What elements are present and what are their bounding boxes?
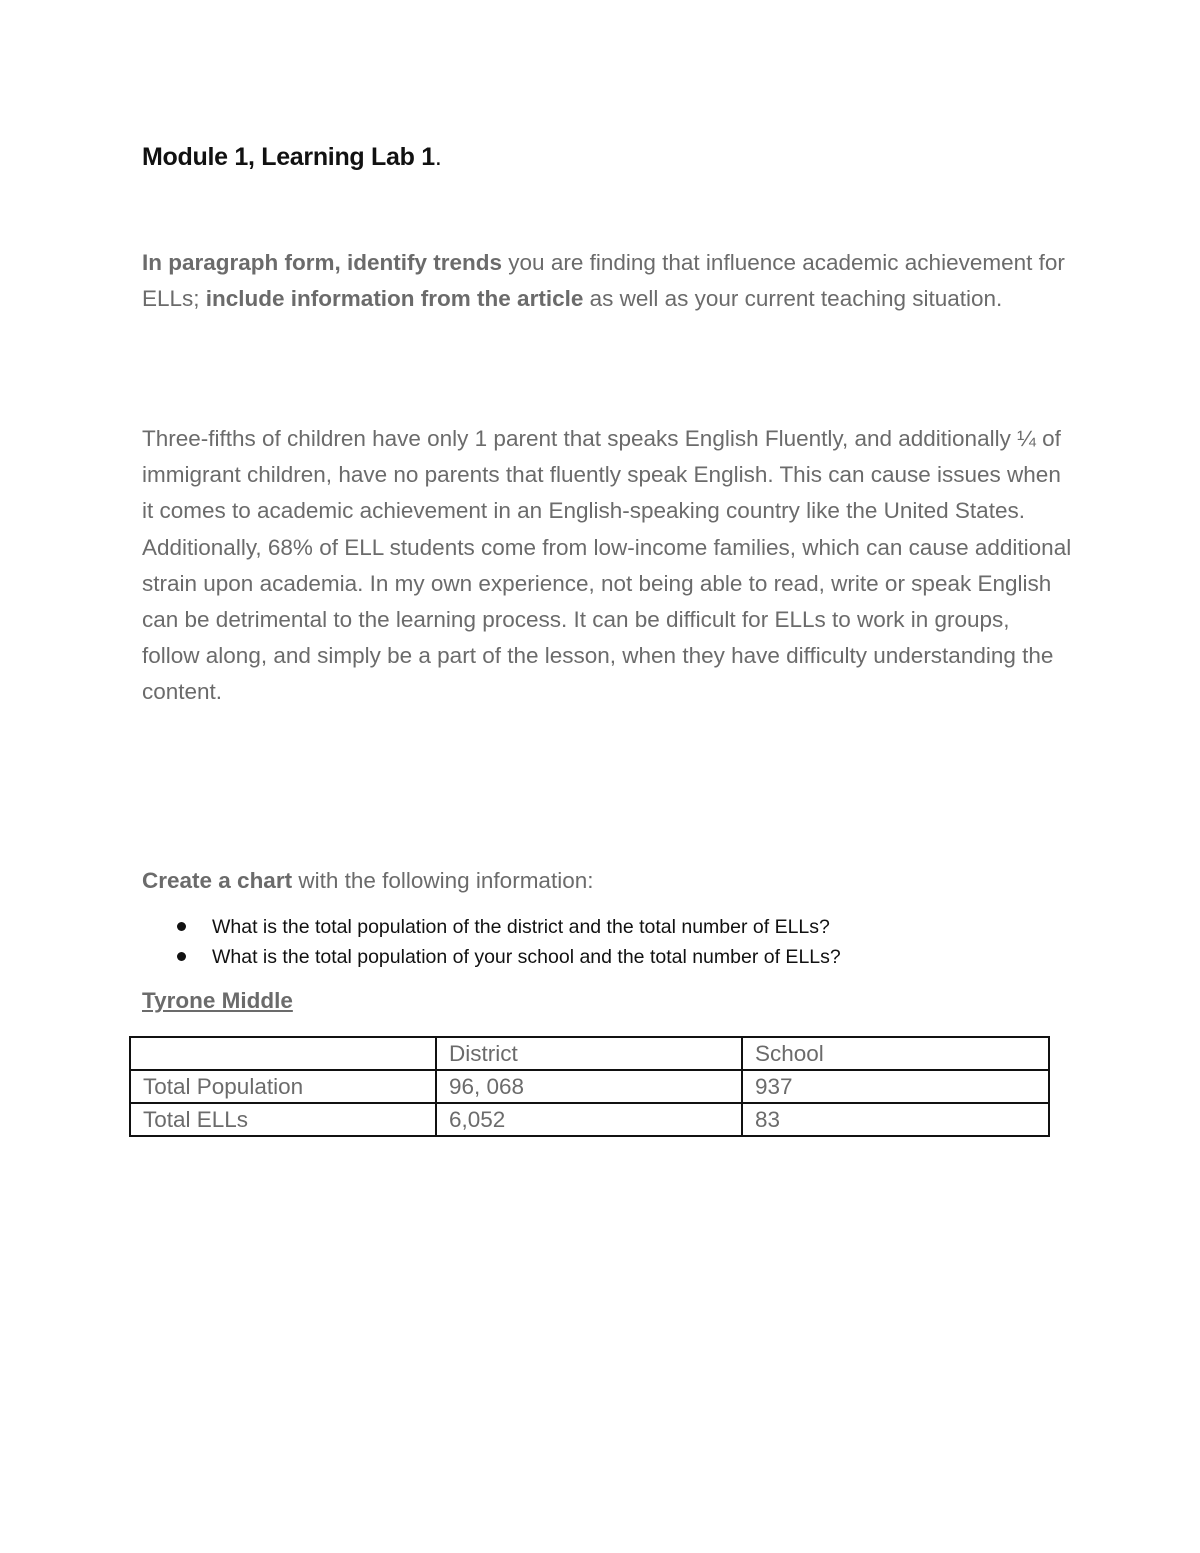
table-header-cell: School: [742, 1037, 1049, 1070]
population-table: [129, 1036, 1050, 1137]
list-item-text: What is the total population of your school and the total number of ELLs?: [212, 946, 841, 968]
table-header-row: [130, 1037, 1049, 1070]
prompt1-text-b: as well as your current teaching situation.: [583, 286, 1003, 312]
bullet-icon: [177, 922, 186, 931]
question-list: [142, 912, 1092, 972]
prompt1-bold-b: include information from the article: [205, 286, 584, 312]
table-cell: Total Population: [130, 1070, 436, 1103]
school-name-heading: Tyrone Middle: [142, 988, 293, 1013]
prompt-paragraph-2: [142, 863, 1072, 899]
document-title: [142, 143, 442, 172]
prompt2-bold: Create a chart: [142, 868, 293, 893]
prompt2-text: with the following information:: [292, 868, 594, 893]
prompt1-bold-a: In paragraph form, identify trends: [142, 250, 503, 275]
table-header-cell: District: [436, 1037, 742, 1070]
list-item: [142, 912, 1092, 942]
table-cell: 6,052: [436, 1103, 742, 1136]
prompt1-text-a: you are finding that influence academic achievement for ELLs;: [142, 250, 1065, 312]
table-row: [130, 1070, 1049, 1103]
title-text: Module 1, Learning Lab 1: [142, 143, 435, 171]
table-cell: 937: [742, 1070, 1049, 1103]
title-suffix: .: [434, 143, 442, 171]
table-cell: 96, 068: [436, 1070, 742, 1103]
list-item: [142, 942, 1092, 972]
table-header-cell: [130, 1037, 436, 1070]
table-cell: 83: [742, 1103, 1049, 1136]
table-row: [130, 1103, 1049, 1136]
bullet-icon: [177, 952, 186, 961]
answer-paragraph: Three-fifths of children have only 1 parent that speaks English Fluently, and additionally ¼ of immigrant children, have no parents that fluently speak English. This can cause issues when it comes to academic achievement in an English-speaking country like the United States. Additionally, 68% of ELL students come from low-income families, which can cause additional strain upon academia. In my own experience, not being able to read, write or speak English can be detrimental to the learning process. It can be difficult for ELLs to work in groups, follow along, and simply be a part of the lesson, when they have difficulty understanding the content.: [142, 426, 1072, 705]
list-item-text: What is the total population of the district and the total number of ELLs?: [212, 916, 830, 938]
table-cell: Total ELLs: [130, 1103, 436, 1136]
prompt-paragraph-1: [142, 245, 1072, 317]
